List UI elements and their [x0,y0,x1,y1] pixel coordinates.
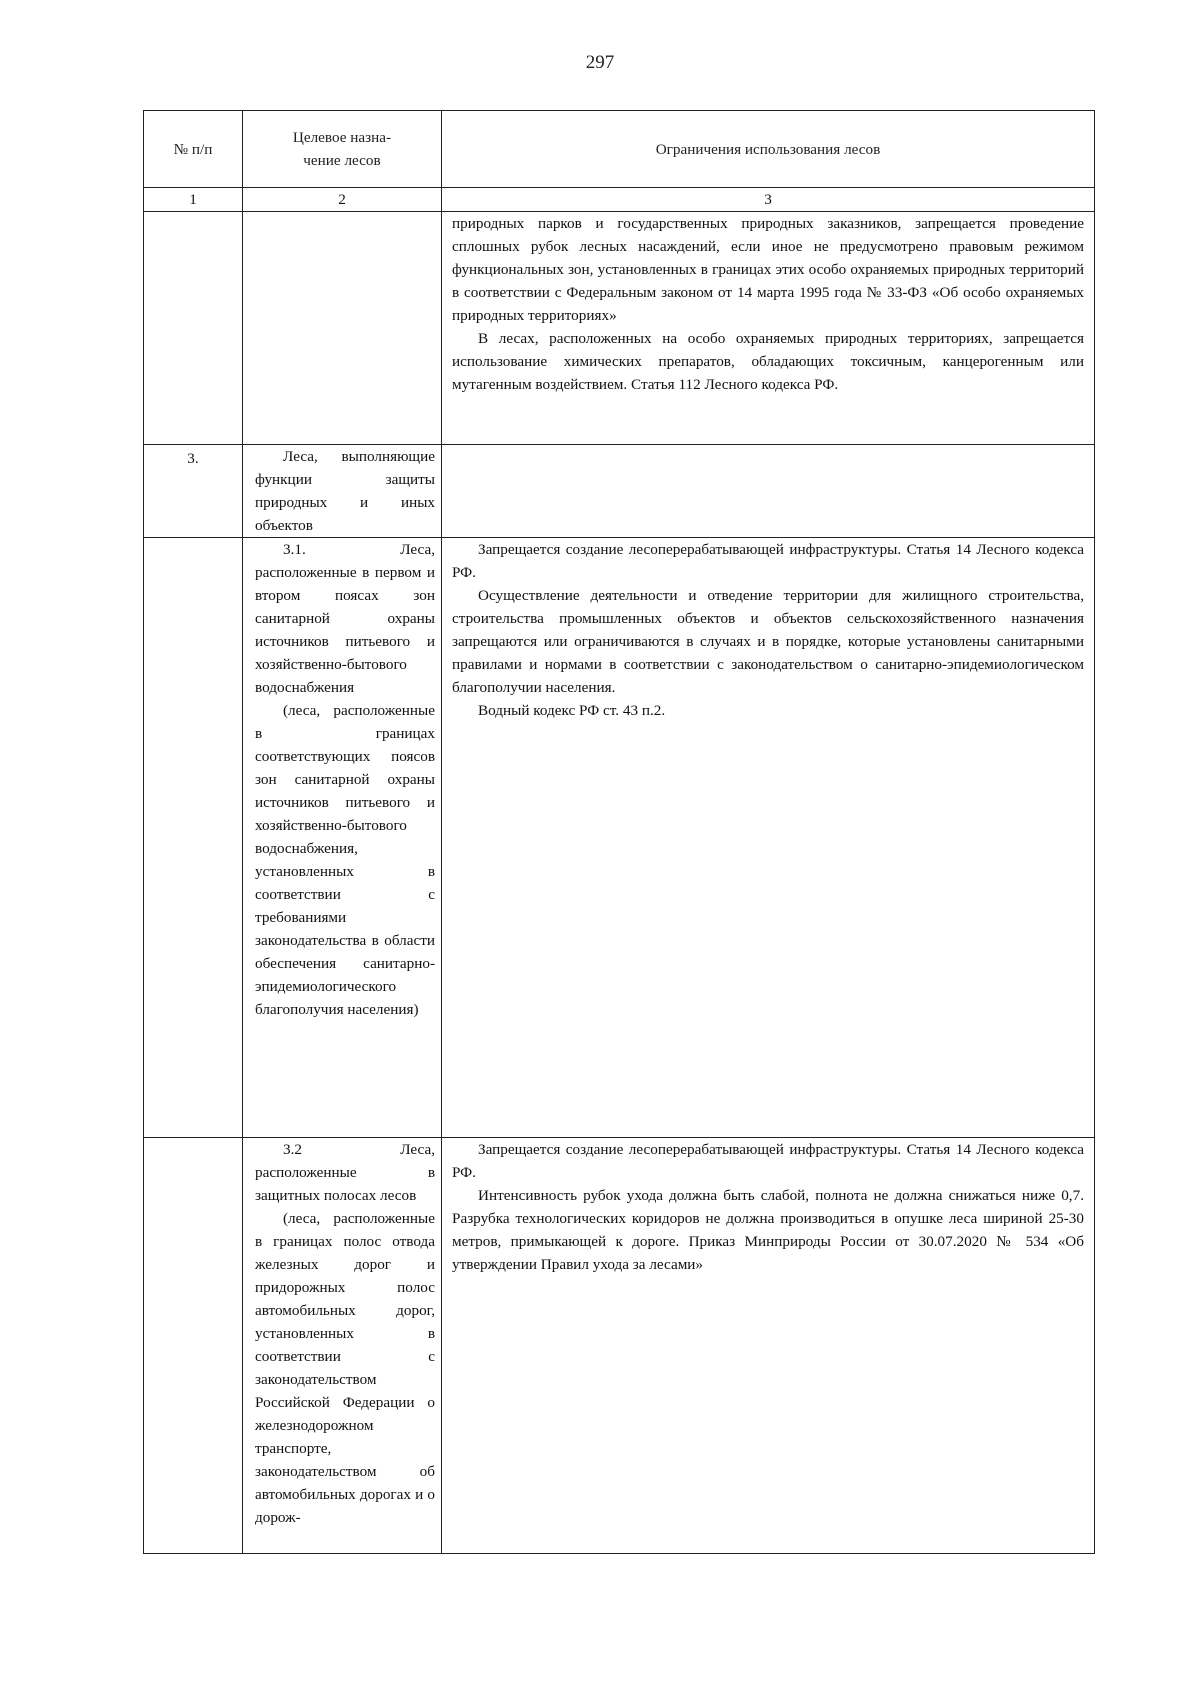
table-row [144,538,1095,1138]
column-number: 3 [442,188,1095,212]
restriction-paragraph: Осуществление деятельности и отведение территории для жилищного строительства, строительства промышленных объектов и объектов сельскохозяйственного назначения запрещаются или ограничиваются в случаях и в порядке, которые установлены санитарными правилами и нормами в соответствии с законодательством о санитарно-эпидемиологическом благополучии населения. [452,587,1084,696]
row-number-cell [144,445,243,538]
purpose-cell [243,445,442,538]
purpose-paragraph: (леса, расположенные в границах полос отвода железных дорог и придорожных полос автомобильных дорог, установленных в соответствии с законодательством Российской Федерации о железнодорожном транспорте, законодательством об автомобильных дорогах и о дорож- [255,1210,435,1526]
page-number: 297 [585,52,615,73]
table-row [144,445,1095,538]
column-number-row [144,188,1095,212]
purpose-cell [243,1138,442,1554]
purpose-paragraph: 3.2 Леса, расположенные в защитных полосах лесов [255,1141,435,1204]
table-header-row [144,111,1095,188]
restrictions-cell [442,538,1095,1138]
purpose-paragraph: 3.1. Леса, расположенные в первом и втором поясах зон санитарной охраны источников питьевого и хозяйственно-бытового водоснабжения [255,541,435,696]
column-number: 1 [144,188,243,212]
row-number-cell [144,1138,243,1554]
row-number-cell [144,212,243,445]
restriction-paragraph: Водный кодекс РФ ст. 43 п.2. [478,702,666,719]
forest-restrictions-table [143,110,1095,1554]
restrictions-cell [442,445,1095,538]
header-col-restrictions: Ограничения использования лесов [442,111,1095,188]
column-number: 2 [243,188,442,212]
table-row [144,212,1095,445]
restriction-paragraph: В лесах, расположенных на особо охраняемых природных территориях, запрещается использование химических препаратов, обладающих токсичным, канцерогенным или мутагенным воздействием. Статья 112 Лесного кодекса РФ. [452,330,1084,393]
restriction-paragraph: природных парков и государственных природных заказников, запрещается проведение сплошных рубок лесных насаждений, если иное не предусмотрено правовым режимом функциональных зон, установленных в границах этих особо охраняемых природных территорий в соответствии с Федеральным законом от 14 марта 1995 года № 33-ФЗ «Об особо охраняемых природных территориях» [452,215,1084,324]
row-number: 3. [187,450,199,467]
table-row [144,1138,1095,1554]
restrictions-cell [442,212,1095,445]
header-col-number: № п/п [144,111,243,188]
restrictions-cell [442,1138,1095,1554]
purpose-cell [243,538,442,1138]
header-col-purpose: Целевое назна- чение лесов [243,111,442,188]
restriction-paragraph: Запрещается создание лесоперерабатывающей инфраструктуры. Статья 14 Лесного кодекса РФ. [452,1141,1084,1181]
row-number-cell [144,538,243,1138]
restriction-paragraph: Интенсивность рубок ухода должна быть слабой, полнота не должна снижаться ниже 0,7. Разрубка технологических коридоров не должна производиться в опушке леса шириной 25-30 метров, примыкающей к дороге. Приказ Минприроды России от 30.07.2020 № 534 «Об утверждении Правил ухода за лесами» [452,1187,1084,1273]
purpose-cell [243,212,442,445]
purpose-paragraph: (леса, расположенные в границах соответствующих поясов зон санитарной охраны источников питьевого и хозяйственно-бытового водоснабжения, установленных в соответствии с требованиями законодательства в области обеспечения санитарно-эпидемиологического благополучия населения) [255,702,435,1018]
purpose-paragraph: Леса, выполняющие функции защиты природных и иных объектов [255,448,435,534]
restriction-paragraph: Запрещается создание лесоперерабатывающей инфраструктуры. Статья 14 Лесного кодекса РФ. [452,541,1084,581]
